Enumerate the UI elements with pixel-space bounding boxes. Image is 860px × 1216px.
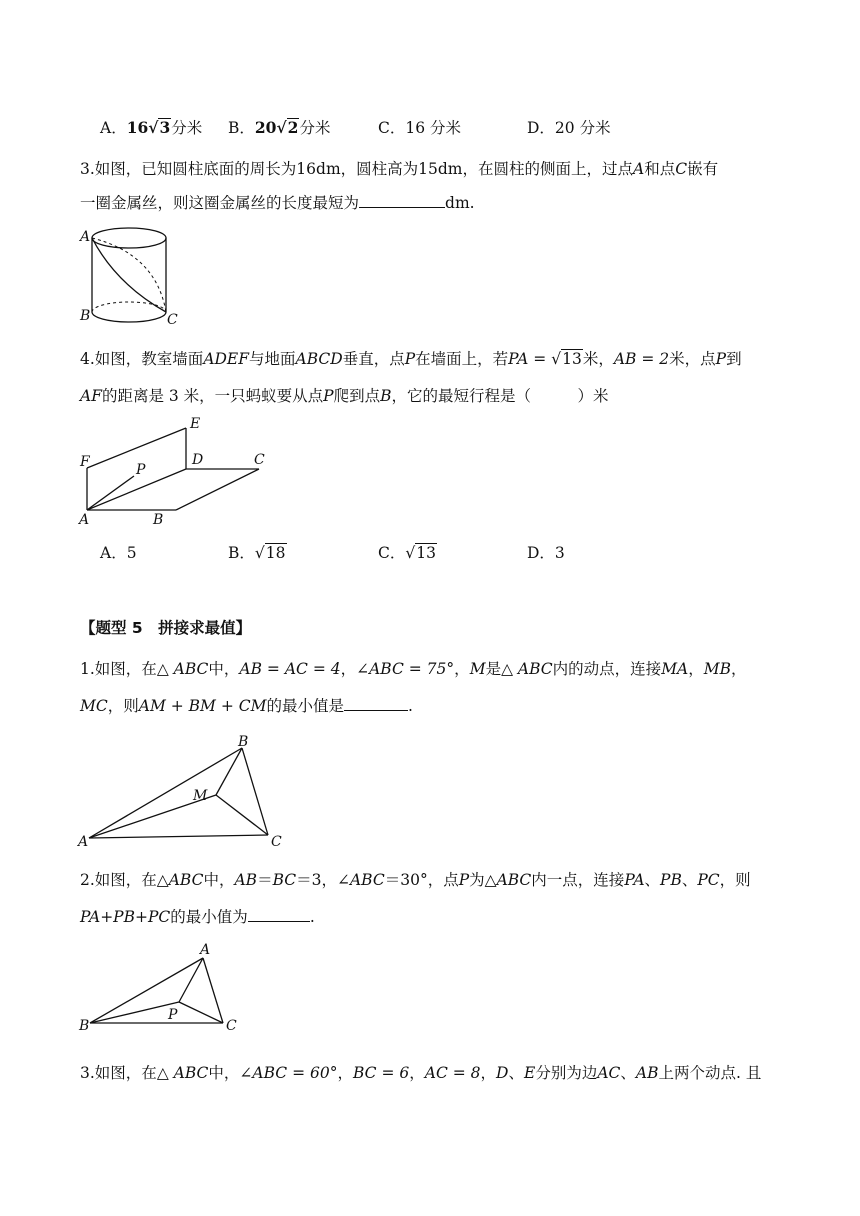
answer-blank — [359, 193, 445, 208]
s5q1-line-1: 1.如图，在△ ABC中，AB = AC = 4，∠ABC = 75°，M是△ ABC内的动点，连接MA，MB， — [80, 660, 747, 678]
cyl-label-b: B — [80, 308, 91, 324]
tri1-label-c: C — [271, 834, 282, 850]
q3-line-2: 一圈金属丝，则这圈金属丝的长度最短为 dm. — [80, 194, 475, 212]
cylinder-figure — [76, 224, 186, 330]
tri1-label-b: B — [238, 734, 249, 750]
tri2-label-a: A — [200, 942, 211, 958]
answer-blank — [248, 907, 310, 922]
room-label-e: E — [190, 416, 201, 432]
q3-line-1: 3.如图，已知圆柱底面的周长为16dm，圆柱高为15dm，在圆柱的侧面上，过点A和点C嵌有 — [80, 160, 719, 178]
q2-option-a: A．16√3分米 — [100, 118, 203, 137]
s5q1-line-2: MC，则AM + BM + CM的最小值是 . — [80, 697, 413, 715]
room-label-f: F — [80, 454, 90, 470]
room-label-p: P — [136, 462, 146, 478]
cyl-label-a: A — [80, 229, 91, 245]
q4-option-d: D．3 — [527, 544, 565, 562]
q2-option-d: D．20 分米 — [527, 119, 611, 137]
triangle-figure-2 — [76, 936, 246, 1036]
room-label-b: B — [153, 512, 164, 528]
cyl-label-c: C — [167, 312, 178, 328]
answer-blank — [344, 696, 408, 711]
section-title: 【题型 5 拼接求最值】 — [80, 619, 252, 637]
tri2-label-c: C — [226, 1018, 237, 1034]
tri1-label-m: M — [193, 788, 208, 804]
q4-option-a: A．5 — [100, 544, 137, 562]
classroom-figure — [76, 412, 276, 530]
tri2-label-p: P — [168, 1007, 178, 1023]
s5q2-line-1: 2.如图，在△ABC中，AB＝BC＝3，∠ABC＝30°，点P为△ABC内一点，连接PA、PB、PC，则 — [80, 871, 751, 889]
room-label-a: A — [79, 512, 90, 528]
q4-option-c: C．√13 — [378, 544, 436, 562]
s5q3-line-1: 3.如图，在△ ABC中，∠ABC = 60°，BC = 6，AC = 8，D、E分别为边AC、AB上两个动点. 且 — [80, 1064, 762, 1082]
q4-option-b: B．√18 — [228, 544, 286, 562]
tri1-label-a: A — [78, 834, 89, 850]
q4-line-2: AF的距离是 3 米，一只蚂蚁要从点P爬到点B，它的最短行程是（ ）米 — [80, 387, 609, 405]
room-label-c: C — [254, 452, 265, 468]
q2-option-b: B．20√2分米 — [228, 118, 331, 137]
s5q2-line-2: PA+PB+PC的最小值为 . — [80, 908, 315, 926]
triangle-figure-1 — [76, 730, 296, 850]
q2-option-c: C．16 分米 — [378, 119, 462, 137]
tri2-label-b: B — [79, 1018, 90, 1034]
q4-line-1: 4.如图，教室墙面ADEF与地面ABCD垂直，点P在墙面上，若PA = √13米，AB = 2米，点P到 — [80, 350, 742, 368]
room-label-d: D — [192, 452, 204, 468]
